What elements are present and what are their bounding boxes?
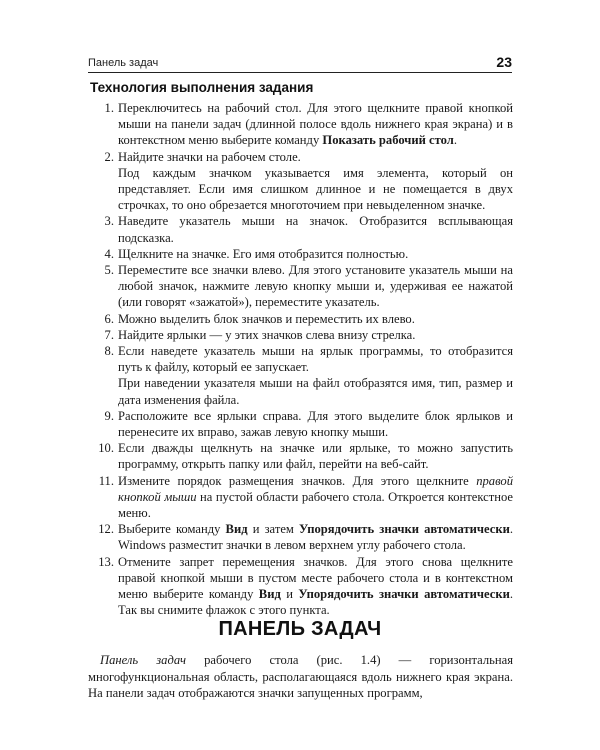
command-name: Показать рабочий стол — [322, 133, 454, 148]
step-text: Можно выделить блок значков и переместить их влево. — [118, 311, 415, 326]
step-number: 9. — [104, 408, 114, 423]
step-text: Переключитесь на рабочий стол. Для этого щелкните правой кнопкой мыши на панели задач (длинной полосе вдоль нижнего края экрана) и в контекстном меню выберите команду — [118, 101, 513, 148]
list-item — [88, 473, 513, 522]
list-item — [88, 213, 513, 245]
step-text: Найдите ярлыки — у этих значков слева внизу стрелка. — [118, 327, 416, 342]
step-text: Переместите все значки влево. Для этого установите указатель мыши на любой значок, нажмите левую кнопку мыши и, удерживая ее нажатой (или говорят «зажатой»), переместите указатель. — [118, 263, 513, 310]
steps-list — [88, 100, 513, 619]
list-item — [88, 521, 513, 553]
step-text: Щелкните на значке. Его имя отобразится полностью. — [118, 246, 409, 261]
step-text: Измените порядок размещения значков. Для этого щелкните — [118, 473, 477, 488]
list-item — [88, 343, 513, 408]
page-number: 23 — [496, 54, 512, 70]
step-number: 13. — [98, 554, 114, 569]
list-item — [88, 408, 513, 440]
step-number: 4. — [104, 246, 114, 261]
command-name: Вид — [225, 522, 248, 537]
step-number: 6. — [104, 311, 114, 326]
command-name: Вид — [258, 587, 281, 602]
step-note: Под каждым значком указывается имя элемента, который он представляет. Если имя слишком длинное и не помещается в двух строчках, то оно обрезается многоточием при невыделенном значке. — [118, 165, 513, 213]
step-number: 7. — [104, 327, 114, 342]
step-number: 8. — [104, 344, 114, 359]
emphasis-text: правой кнопкой мыши — [118, 473, 513, 504]
list-item — [88, 554, 513, 619]
step-text: Наведите указатель мыши на значок. Отобразится всплывающая подсказка. — [118, 214, 513, 245]
step-text: и затем — [247, 522, 300, 537]
command-name: Упорядочить значки автоматически — [298, 587, 510, 602]
step-number: 10. — [98, 441, 114, 456]
step-note: При наведении указателя мыши на файл отобразятся имя, тип, размер и дата изменения файла. — [118, 376, 513, 407]
list-item — [88, 149, 513, 214]
term-emphasis: Панель задач — [100, 653, 186, 667]
list-item — [88, 100, 513, 149]
running-header — [88, 52, 512, 73]
body-text: рабочего стола (рис. 1.4) — горизонтальная многофункциональная область, располагающаяся вдоль нижнего края экрана. На панели задач отображаются значки запущенных программ, — [88, 653, 513, 701]
step-text: . Так вы снимите флажок с этого пункта. — [118, 587, 513, 618]
step-text: Если наведете указатель мыши на ярлык программы, то отобразится путь к файлу, который ее запускает. — [118, 344, 513, 375]
list-item — [88, 327, 513, 343]
body-paragraph — [88, 652, 513, 702]
step-text: на пустой области рабочего стола. Откроется контекстное меню. — [118, 489, 514, 521]
step-text: Отмените запрет перемещения значков. Для этого снова щелкните правой кнопкой мыши в пустом месте рабочего стола и в контекстном меню выберите команду — [118, 554, 513, 602]
step-number: 1. — [104, 101, 114, 115]
step-number: 2. — [104, 149, 114, 164]
step-number: 5. — [104, 263, 114, 278]
step-text: и — [280, 587, 299, 602]
chapter-title: ПАНЕЛЬ ЗАДАЧ — [218, 618, 382, 640]
step-number: 11. — [98, 473, 114, 488]
list-item — [88, 262, 513, 311]
step-number: 12. — [98, 522, 114, 537]
list-item — [88, 311, 513, 327]
step-number: 3. — [104, 214, 114, 229]
step-text: Расположите все ярлыки справа. Для этого выделите блок ярлыков и перенесите их вправо, зажав левую кнопку мыши. — [118, 408, 513, 440]
command-name: Упорядочить значки автоматически — [299, 522, 510, 537]
step-text: Если дважды щелкнуть на значке или ярлыке, то можно запустить программу, открыть папку или файл, перейти на веб-сайт. — [118, 441, 513, 472]
section-heading: Технология выполнения задания — [90, 80, 314, 95]
list-item — [88, 440, 513, 472]
step-text: . Windows разместит значки в левом верхнем углу рабочего стола. — [118, 522, 513, 553]
running-title: Панель задач — [88, 57, 159, 69]
step-text: Найдите значки на рабочем столе. — [118, 149, 301, 164]
step-text: Выберите команду — [118, 522, 226, 537]
step-text: . — [453, 133, 458, 148]
list-item — [88, 246, 513, 262]
